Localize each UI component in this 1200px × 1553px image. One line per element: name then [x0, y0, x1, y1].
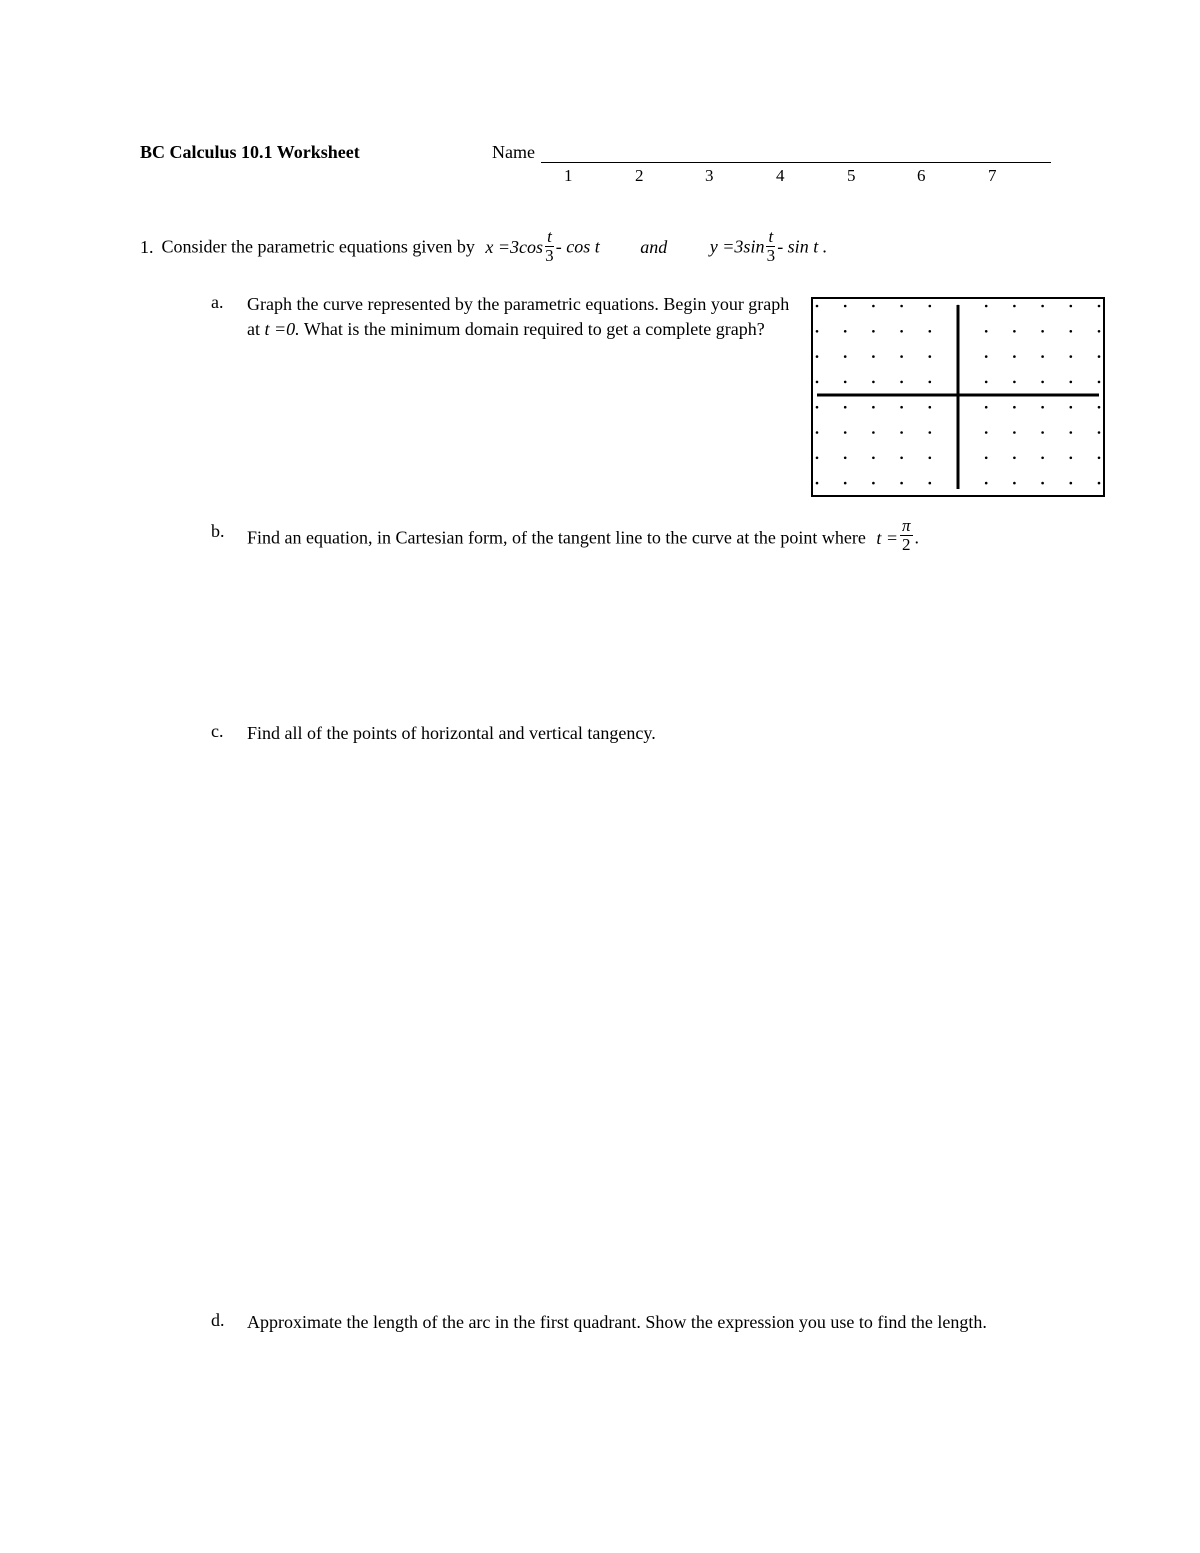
grid-dot — [1098, 305, 1101, 308]
grid-dot — [929, 305, 932, 308]
grid-dot — [816, 457, 819, 460]
grid-dot — [1041, 406, 1044, 409]
grid-dot — [816, 355, 819, 358]
grid-dot — [1098, 381, 1101, 384]
grid-dot — [900, 381, 903, 384]
grid-dot — [900, 457, 903, 460]
conjunction-and: and — [640, 236, 668, 257]
grid-dot — [872, 482, 875, 485]
y-fraction: $\frac{t}{3}$ — [766, 227, 776, 265]
question-intro: Consider the parametric equations given by — [161, 236, 475, 257]
grid-dot — [1013, 431, 1016, 434]
grid-dot — [872, 381, 875, 384]
grid-dot — [872, 355, 875, 358]
grid-dot — [1013, 482, 1016, 485]
grid-dot — [872, 330, 875, 333]
name-field-line[interactable] — [541, 162, 1051, 163]
score-number: 5 — [847, 166, 856, 185]
grid-dot — [844, 381, 847, 384]
t-equals-zero: t =0. — [264, 319, 300, 339]
grid-dot — [1070, 406, 1073, 409]
grid-dot — [929, 330, 932, 333]
grid-dot — [1041, 482, 1044, 485]
grid-dot — [1098, 482, 1101, 485]
grid-dot — [1070, 330, 1073, 333]
grid-dot — [929, 406, 932, 409]
grid-dot — [844, 406, 847, 409]
grid-dot — [985, 381, 988, 384]
grid-dot — [1098, 330, 1101, 333]
score-number: 7 — [988, 166, 997, 185]
grid-dot — [1013, 457, 1016, 460]
grid-dot — [1070, 381, 1073, 384]
x-equation-left: x =3cos — [485, 236, 544, 257]
grid-dot — [1098, 457, 1101, 460]
grid-dot — [1070, 305, 1073, 308]
grid-dot — [929, 381, 932, 384]
grid-dot — [1013, 355, 1016, 358]
x-equation-right: - cos t — [555, 236, 600, 257]
part-a-letter: a. — [211, 292, 224, 312]
pi-over-2-fraction: $\frac{\pi}{2}$ — [901, 516, 911, 554]
grid-dot — [985, 355, 988, 358]
graph-grid[interactable] — [811, 297, 1105, 497]
grid-dot — [872, 305, 875, 308]
grid-dot — [816, 381, 819, 384]
grid-dot — [1070, 482, 1073, 485]
grid-dot — [1041, 355, 1044, 358]
grid-dot — [844, 305, 847, 308]
grid-dot — [844, 330, 847, 333]
grid-dot — [872, 431, 875, 434]
part-d-text: Approximate the length of the arc in the first quadrant. Show the expression you use to find the length. — [247, 1312, 987, 1332]
grid-dot — [844, 431, 847, 434]
grid-dot — [1041, 330, 1044, 333]
grid-dot — [1013, 406, 1016, 409]
grid-dot — [1070, 457, 1073, 460]
part-b-text: Find an equation, in Cartesian form, of the tangent line to the curve at the point where t = $\frac{\pi}{2}$ . — [247, 516, 920, 554]
grid-dot — [985, 330, 988, 333]
grid-dot — [872, 457, 875, 460]
grid-dot — [844, 457, 847, 460]
grid-dot — [1041, 457, 1044, 460]
grid-dot — [900, 406, 903, 409]
grid-dot — [1013, 305, 1016, 308]
grid-dot — [985, 431, 988, 434]
grid-dot — [929, 431, 932, 434]
grid-dot — [985, 457, 988, 460]
grid-dot — [816, 406, 819, 409]
grid-dot — [1013, 381, 1016, 384]
grid-dot — [985, 406, 988, 409]
question-number: 1. — [140, 236, 154, 257]
score-number: 2 — [635, 166, 644, 185]
grid-dot — [1098, 355, 1101, 358]
y-equation-left: y =3sin — [709, 236, 765, 257]
name-label: Name — [492, 142, 535, 162]
dot-grid-axes — [813, 299, 1103, 495]
grid-dot — [900, 330, 903, 333]
grid-dot — [1098, 406, 1101, 409]
grid-dot — [872, 406, 875, 409]
grid-dot — [900, 355, 903, 358]
grid-dot — [1041, 305, 1044, 308]
part-c-letter: c. — [211, 721, 224, 741]
grid-dot — [816, 330, 819, 333]
grid-dot — [844, 355, 847, 358]
t-equals: t = — [876, 527, 898, 548]
grid-dot — [900, 305, 903, 308]
grid-dot — [1070, 431, 1073, 434]
grid-dot — [1041, 381, 1044, 384]
grid-dot — [929, 482, 932, 485]
worksheet-title: BC Calculus 10.1 Worksheet — [140, 142, 360, 162]
grid-dot — [929, 355, 932, 358]
grid-dot — [844, 482, 847, 485]
score-number: 4 — [776, 166, 785, 185]
score-number: 1 — [564, 166, 573, 185]
grid-dot — [929, 457, 932, 460]
part-a-text: Graph the curve represented by the parametric equations. Begin your graph at t =0. What is the minimum domain required to get a complete graph? — [247, 294, 790, 339]
grid-dot — [816, 431, 819, 434]
score-number: 3 — [705, 166, 714, 185]
grid-dot — [985, 482, 988, 485]
grid-dot — [900, 482, 903, 485]
part-c-text: Find all of the points of horizontal and vertical tangency. — [247, 723, 656, 743]
grid-dot — [1098, 431, 1101, 434]
grid-dot — [816, 482, 819, 485]
y-equation-right: - sin t . — [777, 236, 828, 257]
score-number: 6 — [917, 166, 926, 185]
grid-dot — [985, 305, 988, 308]
grid-dot — [1041, 431, 1044, 434]
question-1 — [140, 227, 828, 267]
grid-dot — [816, 305, 819, 308]
grid-dot — [1070, 355, 1073, 358]
grid-dot — [1013, 330, 1016, 333]
grid-dot — [900, 431, 903, 434]
part-d-letter: d. — [211, 1310, 225, 1330]
x-fraction: $\frac{t}{3}$ — [545, 227, 554, 265]
part-b-letter: b. — [211, 521, 225, 541]
